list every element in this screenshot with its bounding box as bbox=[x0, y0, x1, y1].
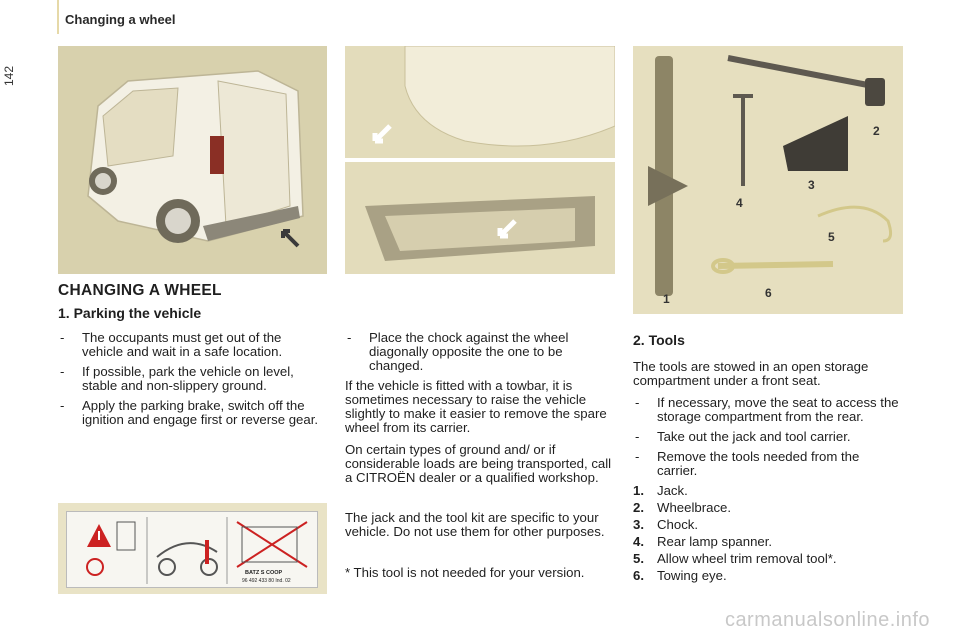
tool-num-4: 4. bbox=[633, 534, 644, 549]
warning-label-illustration bbox=[58, 503, 327, 594]
tool-num-5: 5. bbox=[633, 551, 644, 566]
middle-column bbox=[345, 331, 617, 493]
seat-drawing bbox=[345, 46, 615, 274]
footnote bbox=[345, 566, 595, 580]
van-drawing bbox=[58, 46, 327, 274]
callout-1: 1 bbox=[663, 292, 670, 306]
parking-item-2: - If possible, park the vehicle on level, stable and non-slippery ground. bbox=[58, 365, 323, 393]
tools-step-2: - Take out the jack and tool carrier. bbox=[633, 430, 903, 444]
tool-item-4 bbox=[633, 535, 903, 549]
header-accent-bar bbox=[57, 0, 59, 34]
ground-paragraph: On certain types of ground and/ or if considerable loads are being transported, call a CITROËN dealer or a qualified workshop. bbox=[345, 442, 612, 485]
tools-intro: The tools are stowed in an open storage compartment under a front seat. bbox=[633, 359, 869, 388]
tools-steps bbox=[633, 396, 903, 478]
page-number-text: 142 bbox=[2, 65, 16, 86]
callout-5: 5 bbox=[828, 230, 835, 244]
tools-column bbox=[633, 360, 903, 586]
sticker-line1: BATZ S COOP bbox=[245, 570, 283, 576]
tools-step-3: - Remove the tools needed from the carrier. bbox=[633, 450, 903, 478]
tools-illustration bbox=[633, 46, 903, 314]
tool-label-5: Allow wheel trim removal tool*. bbox=[657, 551, 837, 566]
tools-step-1: - If necessary, move the seat to access the storage compartment from the rear. bbox=[633, 396, 903, 424]
chock-list bbox=[345, 331, 617, 373]
parking-heading: 1. Parking the vehicle bbox=[58, 305, 202, 321]
tool-item-5 bbox=[633, 552, 903, 566]
chock-item: - Place the chock against the wheel diagonally opposite the one to be changed. bbox=[345, 331, 617, 373]
warning-sticker bbox=[66, 511, 318, 588]
seat-storage-illustration bbox=[345, 46, 615, 274]
tool-label-2: Wheelbrace. bbox=[657, 500, 732, 515]
footnote-text: * This tool is not needed for your version. bbox=[345, 565, 585, 580]
tools-heading: 2. Tools bbox=[633, 332, 685, 348]
tool-label-3: Chock. bbox=[657, 517, 699, 532]
towbar-paragraph: If the vehicle is fitted with a towbar, it is sometimes necessary to raise the vehicle slightly to make it easier to remove the spare wheel from its carrier. bbox=[345, 378, 607, 435]
callout-6: 6 bbox=[765, 286, 772, 300]
tool-label-4: Rear lamp spanner. bbox=[657, 534, 773, 549]
tool-item-6 bbox=[633, 569, 903, 583]
tool-item-2 bbox=[633, 501, 903, 515]
watermark: carmanualsonline.info bbox=[724, 609, 930, 631]
callout-3: 3 bbox=[808, 178, 815, 192]
tool-num-1: 1. bbox=[633, 483, 644, 498]
tool-label-6: Towing eye. bbox=[657, 568, 727, 583]
tools-numbered-list bbox=[633, 484, 903, 583]
callout-2: 2 bbox=[873, 124, 880, 138]
sticker-line2: 96 492 433 80 Ind. 02 bbox=[242, 578, 291, 584]
tools-drawing bbox=[633, 46, 903, 314]
callout-4: 4 bbox=[736, 196, 743, 210]
tool-item-1 bbox=[633, 484, 903, 498]
tool-num-2: 2. bbox=[633, 500, 644, 515]
page-number bbox=[2, 62, 16, 86]
parking-list-container bbox=[58, 331, 323, 433]
tool-item-3 bbox=[633, 518, 903, 532]
parking-item-1: - The occupants must get out of the vehicle and wait in a safe location. bbox=[58, 331, 323, 359]
jack-note: The jack and the tool kit are specific to your vehicle. Do not use them for other purposes. bbox=[345, 510, 605, 539]
parking-list bbox=[58, 331, 323, 427]
tool-label-1: Jack. bbox=[657, 483, 688, 498]
parking-item-3: - Apply the parking brake, switch off the ignition and engage first or reverse gear. bbox=[58, 399, 323, 427]
page-header-title: Changing a wheel bbox=[65, 12, 176, 27]
tool-num-6: 6. bbox=[633, 568, 644, 583]
van-rear-illustration bbox=[58, 46, 327, 274]
tool-num-3: 3. bbox=[633, 517, 644, 532]
section-title: CHANGING A WHEEL bbox=[58, 282, 222, 299]
